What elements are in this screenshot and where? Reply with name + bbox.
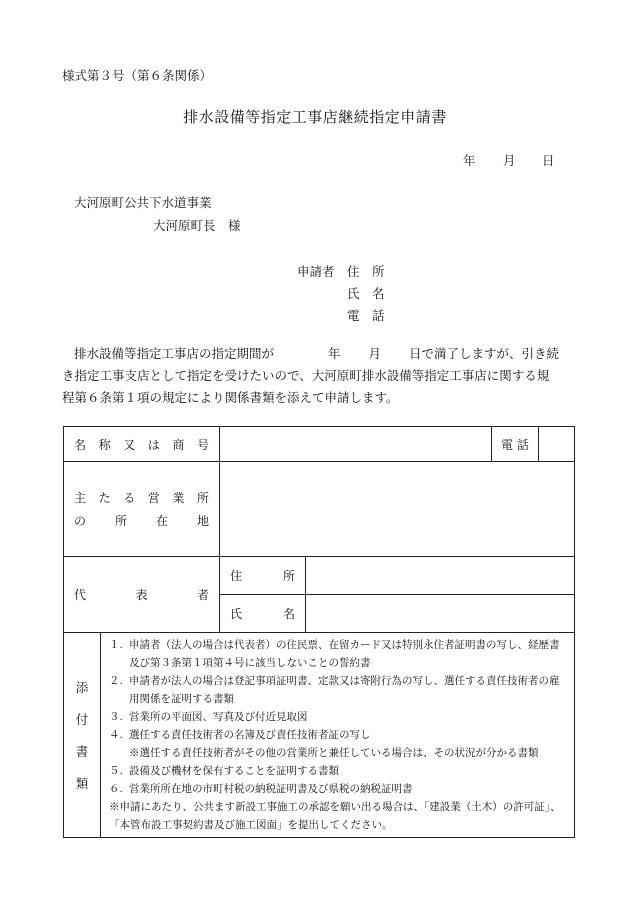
rep-address-label — [220, 567, 305, 584]
office-location-label-char: た — [98, 491, 111, 505]
attachment-item-continuation: ※選任する責任技術者がその他の営業所と兼任している場合は、その状況が分かる書類 — [129, 747, 539, 759]
representative-label-char: 表 — [135, 588, 148, 602]
application-statement — [62, 343, 577, 409]
attachment-item — [109, 636, 568, 654]
office-location-label-line2 — [64, 512, 219, 529]
attachment-item-number: ５. — [109, 765, 123, 777]
office-location-label-char: る — [123, 491, 136, 505]
rep-name-label — [220, 605, 305, 622]
office-location-label-char: 在 — [155, 514, 168, 528]
attachment-item — [109, 672, 568, 690]
company-name-label-char: 商 — [172, 437, 185, 452]
office-location-label-char: 主 — [74, 491, 87, 505]
form-number-label: 様式第３号（第６条関係） — [62, 68, 213, 83]
applicant-phone-label: 電 話 — [347, 308, 385, 323]
representative-label-cell — [64, 557, 220, 633]
representative-label-char: 者 — [196, 588, 209, 602]
office-location-label-line1 — [64, 489, 219, 506]
attachment-item — [109, 762, 568, 780]
office-location-label-char: 地 — [196, 514, 209, 528]
office-location-label-char: 営 — [147, 491, 160, 505]
company-name-label-cell — [64, 427, 220, 462]
attachment-item-number: ４. — [109, 729, 123, 741]
attachments-label-char: 書 — [75, 744, 89, 759]
phone-label: 電 話 — [492, 427, 539, 462]
statement-year: 年 — [328, 346, 341, 361]
attachment-item — [109, 726, 568, 744]
office-location-label-char: 所 — [114, 514, 127, 528]
attachment-item-continuation: 用関係を証明する書類 — [129, 693, 234, 705]
attachments-label-char: 類 — [75, 776, 89, 791]
office-location-label-char: 業 — [172, 491, 185, 505]
rep-address-label-char: 所 — [282, 569, 295, 583]
rep-name-label-cell — [220, 595, 306, 633]
applicant-label: 申請者 — [297, 264, 335, 279]
rep-name-label-char: 名 — [282, 607, 295, 621]
attachments-label-cell — [64, 633, 101, 838]
attachments-label-char: 添 — [75, 680, 89, 695]
statement-part2: 日で満了しますが、引き続 — [409, 346, 560, 361]
attachment-item-text: 営業所所在地の市町村税の納税証明書及び県税の納税証明書 — [129, 783, 413, 795]
applicant-address-label: 住 所 — [347, 264, 385, 279]
office-location-label-cell — [64, 462, 220, 557]
attachment-item-text: 申請者が法人の場合は登記事項証明書、定款又は寄附行為の写し、選任する責任技術者の雇 — [129, 675, 560, 687]
attachment-item-text: 営業所の平面図、写真及び付近見取図 — [129, 711, 308, 723]
addressee-mayor: 大河原町長 様 — [153, 218, 241, 233]
company-name-label-char: 号 — [196, 437, 209, 452]
statement-part1: 排水設備等指定工事店の指定期間が — [74, 346, 275, 361]
attachment-item — [109, 708, 568, 726]
date-day-label: 日 — [542, 153, 555, 168]
application-table — [63, 426, 575, 838]
rep-address-input[interactable] — [306, 557, 575, 595]
attachment-item-continuation: 及び第３条第１項第４号に該当しないことの誓約書 — [129, 657, 371, 669]
rep-name-input[interactable] — [306, 595, 575, 633]
attachments-label-char: 付 — [75, 712, 89, 727]
date-month-label: 月 — [503, 153, 516, 168]
attachment-item — [109, 780, 568, 798]
office-location-label-char: の — [74, 514, 87, 528]
company-name-label-char: 名 — [74, 437, 87, 452]
applicant-name-label: 氏 名 — [347, 286, 385, 301]
statement-month: 月 — [368, 346, 382, 361]
date-year-label: 年 — [463, 153, 476, 168]
phone-input[interactable] — [539, 427, 575, 462]
attachment-item-text: 申請者（法人の場合は代表者）の住民票、在留カード又は特別永住者証明書の写し、経歴書 — [129, 639, 560, 651]
company-name-input[interactable] — [220, 427, 492, 462]
company-name-label-char: は — [147, 437, 160, 452]
representative-label — [64, 586, 219, 603]
attachment-item-number: ３. — [109, 711, 123, 723]
attachment-item-text: 設備及び機材を保有することを証明する書類 — [129, 765, 339, 777]
rep-address-label-cell — [220, 557, 306, 595]
attachment-footnote: ※申請にあたり、公共ます新設工事施工の承認を願い出る場合は、「建設業（土木）の許可証」、 — [109, 801, 561, 813]
rep-name-label-char: 氏 — [230, 607, 243, 621]
attachment-item-number: １. — [109, 639, 123, 651]
company-name-label — [64, 436, 219, 453]
office-location-label-char: 所 — [196, 491, 209, 505]
office-location-input[interactable] — [220, 462, 575, 557]
statement-line3: 程第６条第１項の規定により関係書類を添えて申請します。 — [62, 390, 399, 405]
document-title: 排水設備等指定工事店継続指定申請書 — [183, 108, 447, 126]
company-name-label-char: 又 — [123, 437, 136, 452]
addressee-organization: 大河原町公共下水道事業 — [74, 195, 212, 210]
attachments-label — [64, 678, 100, 792]
attachment-item-number: ６. — [109, 783, 123, 795]
rep-address-label-char: 住 — [230, 569, 243, 583]
representative-label-char: 代 — [74, 588, 87, 602]
statement-line2: き指定工事支店として指定を受けたいので、大河原町排水設備等指定工事店に関する規 — [62, 368, 550, 383]
attachment-item-text: 選任する責任技術者の名簿及び責任技術者証の写し — [129, 729, 371, 741]
attachment-footnote: 「本管布設工事契約書及び施工図面」を提出してください。 — [109, 819, 393, 831]
company-name-label-char: 称 — [98, 437, 111, 452]
attachment-item-number: ２. — [109, 675, 123, 687]
attachments-notes — [101, 633, 575, 838]
